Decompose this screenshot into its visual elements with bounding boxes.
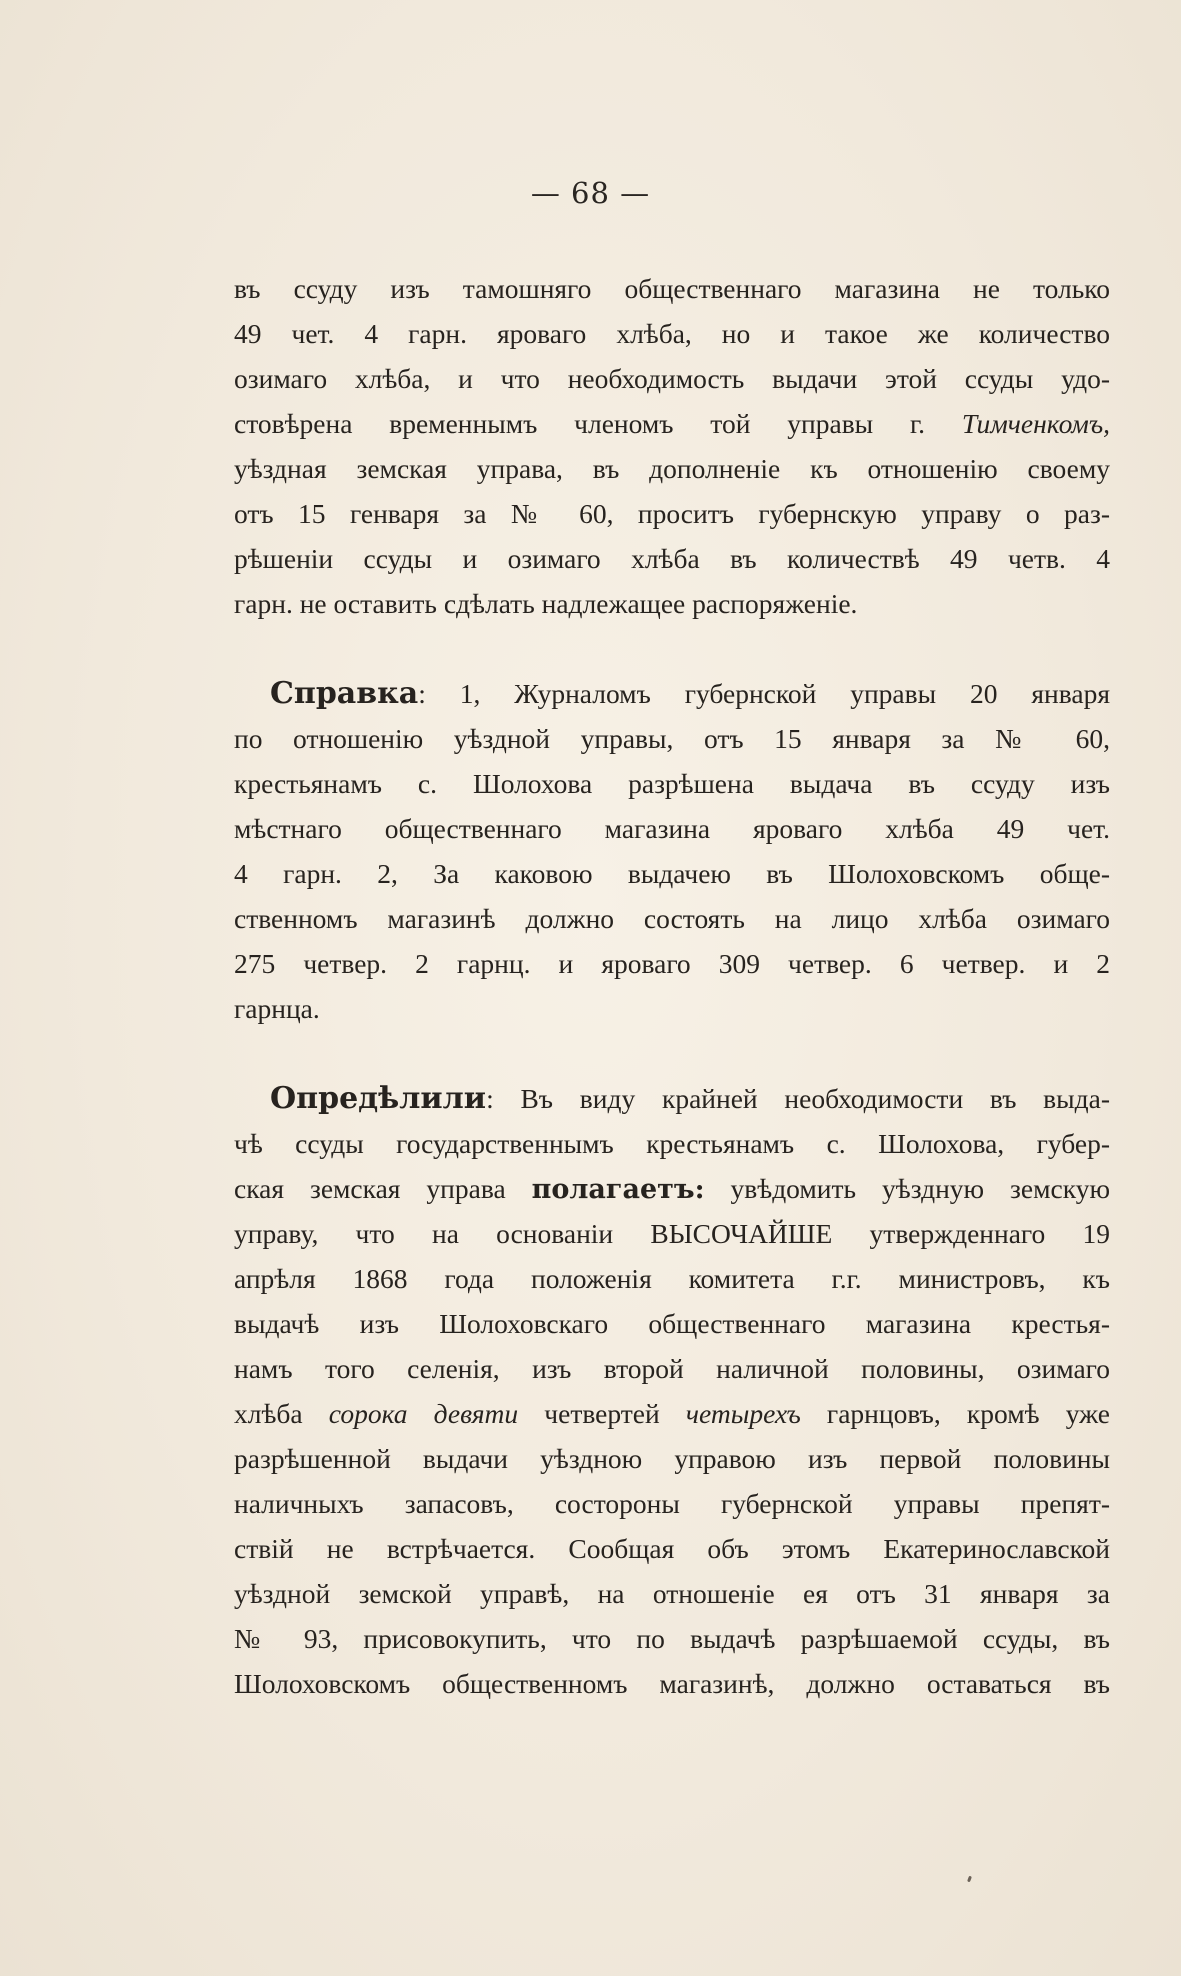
text-fragment: четвертей [518,1398,686,1429]
text-fragment: стовѣрена временнымъ членомъ той управы г. [234,408,962,439]
text-line: управу, что на основаніи ВЫСОЧАЙШЕ утвержденнаго 19 [234,1218,1110,1249]
paragraph-spravka [234,671,1110,1031]
text-fragment: гарнцовъ, кромѣ уже [800,1398,1110,1429]
section-lead-opredelili: Опредѣлили [270,1081,487,1116]
text-line: по отношенію уѣздной управы, отъ 15 января за № 60, [234,723,1110,754]
text-fragment: ская земская управа [234,1173,532,1204]
text-line: № 93, присовокупить, что по выдачѣ разрѣшаемой ссуды, въ [234,1623,1110,1654]
text-fragment: хлѣба [234,1398,329,1429]
text-line: гарн. не оставить сдѣлать надлежащее распоряженіе. [234,588,858,619]
section-lead-spravka: Справка [270,676,419,711]
text-line: 4 гарн. 2, За каковою выдачею въ Шолоховскомъ обще- [234,858,1110,889]
text-line: 275 четвер. 2 гарнц. и яроваго 309 четвер. 6 четвер. и 2 [234,948,1110,979]
text-line: гарнца. [234,993,320,1024]
text-line: чѣ ссуды государственнымъ крестьянамъ с. Шолохова, губер- [234,1128,1110,1159]
text-line [234,1076,1110,1121]
paragraph-continuation [234,266,1110,626]
text-line: въ ссуду изъ тамошняго общественнаго магазина не только [234,273,1110,304]
text-line [234,671,1110,716]
text-line: выдачѣ изъ Шолоховскаго общественнаго магазина крестья- [234,1308,1110,1339]
text-line: разрѣшенной выдачи уѣздною управою изъ первой половины [234,1443,1110,1474]
text-line: рѣшеніи ссуды и озимаго хлѣба въ количествѣ 49 четв. 4 [234,543,1110,574]
text-line: наличныхъ запасовъ, состороны губернской управы препят- [234,1488,1110,1519]
text-line: ственномъ магазинѣ должно состоять на лицо хлѣба озимаго [234,903,1110,934]
ink-speck [967,1876,972,1883]
text-fragment: : Въ виду крайней необходимости въ выда- [486,1083,1110,1114]
text-line: намъ того селенія, изъ второй наличной половины, озимаго [234,1353,1110,1384]
text-line: апрѣля 1868 года положенія комитета г.г. министровъ, къ [234,1263,1110,1294]
text-line: озимаго хлѣба, и что необходимость выдачи этой ссуды удо- [234,363,1110,394]
italic-quantity: четырехъ [685,1398,801,1429]
text-line: уѣздной земской управѣ, на отношеніе ея отъ 31 января за [234,1578,1110,1609]
text-line [234,1166,1110,1211]
italic-quantity: сорока девяти [328,1398,519,1429]
italic-name: Тимченкомъ, [961,408,1110,439]
text-line [234,1391,1110,1436]
text-line: отъ 15 генваря за № 60, проситъ губернскую управу о раз- [234,498,1110,529]
page-body [234,266,1110,1706]
bold-term: полагаетъ: [531,1174,705,1205]
paragraph-opredelili [234,1076,1110,1706]
paragraph-gap [234,1031,1110,1076]
text-line: ствій не встрѣчается. Сообщая объ этомъ Екатеринославской [234,1533,1110,1564]
text-line: мѣстнаго общественнаго магазина яроваго хлѣба 49 чет. [234,813,1110,844]
text-line: Шолоховскомъ общественномъ магазинѣ, должно оставаться въ [234,1668,1110,1699]
text-fragment: увѣдомить уѣздную земскую [704,1173,1111,1204]
text-line: уѣздная земская управа, въ дополненіе къ отношенію своему [234,453,1110,484]
text-line [234,401,1110,446]
text-line: крестьянамъ с. Шолохова разрѣшена выдача въ ссуду изъ [234,768,1110,799]
text-fragment: : 1, Журналомъ губернской управы 20 января [418,678,1110,709]
text-line: 49 чет. 4 гарн. яроваго хлѣба, но и такое же количество [234,318,1110,349]
page-number: — 68 — [530,176,651,210]
paragraph-gap [234,626,1110,671]
